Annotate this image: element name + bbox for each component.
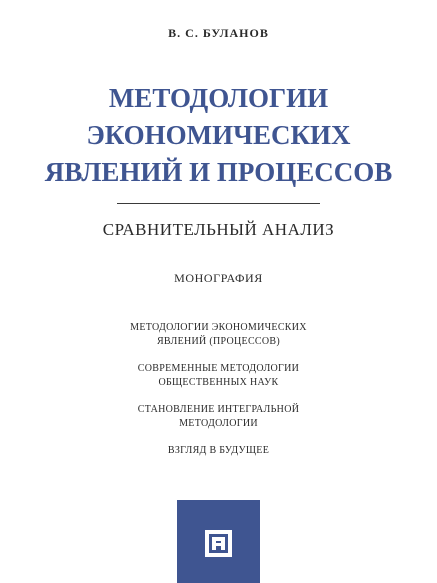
topic-list [0, 321, 437, 472]
title-line-2: ЭКОНОМИЧЕСКИХ [86, 120, 351, 150]
book-genre: МОНОГРАФИЯ [174, 271, 263, 285]
topic-line: МЕТОДОЛОГИИ ЭКОНОМИЧЕСКИХ [130, 322, 307, 333]
topic-line: СТАНОВЛЕНИЕ ИНТЕГРАЛЬНОЙ [137, 404, 300, 415]
publisher-block [177, 500, 260, 583]
topic-line: ВЗГЛЯД В БУДУЩЕЕ [167, 445, 270, 456]
book-title [0, 80, 437, 191]
title-divider [117, 203, 320, 204]
book-subtitle: СРАВНИТЕЛЬНЫЙ АНАЛИЗ [102, 220, 335, 239]
title-line-1: МЕТОДОЛОГИИ [108, 83, 329, 113]
topic-line: ЯВЛЕНИЙ (ПРОЦЕССОВ) [156, 335, 281, 347]
topic-item [0, 444, 437, 458]
publisher-logo-icon [205, 530, 232, 557]
topic-item [0, 321, 437, 348]
topic-line: ОБЩЕСТВЕННЫХ НАУК [158, 376, 279, 388]
topic-item [0, 362, 437, 389]
topic-line: СОВРЕМЕННЫЕ МЕТОДОЛОГИИ [137, 363, 300, 374]
topic-line: МЕТОДОЛОГИИ [179, 417, 258, 429]
topic-item [0, 403, 437, 430]
title-line-3: ЯВЛЕНИЙ И ПРОЦЕССОВ [44, 157, 393, 187]
author-name: В. С. БУЛАНОВ [168, 26, 269, 40]
